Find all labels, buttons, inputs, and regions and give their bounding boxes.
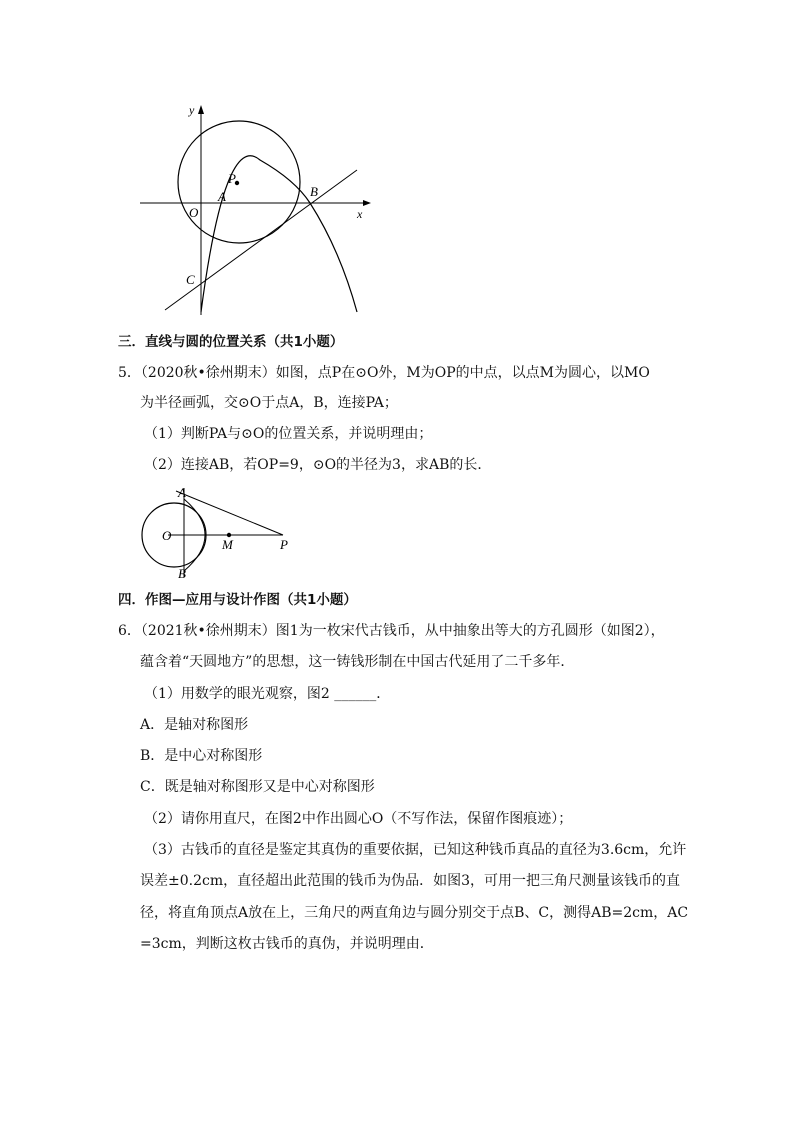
label-c: C xyxy=(186,272,195,287)
tangent-line xyxy=(165,170,357,310)
label-p2: P xyxy=(280,537,288,552)
q6-part3-line1: （3）古钱币的直径是鉴定其真伪的重要依据，已知这种钱币真品的直径为3.6cm，允许 xyxy=(144,842,687,858)
q5-line2: 为半径画弧，交⊙O于点A，B，连接PA； xyxy=(140,395,398,411)
q6-line1: 6．（2021秋•徐州期末）图1为一枚宋代古钱币，从中抽象出等大的方孔圆形（如图2）， xyxy=(118,623,665,639)
option-c: C．既是轴对称图形又是中心对称图形 xyxy=(140,779,375,795)
q5-part1: （1）判断PA与⊙O的位置关系，并说明理由； xyxy=(144,426,433,442)
label-m2: M xyxy=(222,537,233,552)
figure-tangent-pa xyxy=(138,485,298,585)
q6-line2: 蕴含着“天圆地方”的思想，这一铸钱形制在中国古代延用了二千多年． xyxy=(140,654,575,670)
pa-line xyxy=(176,491,283,535)
label-x: x xyxy=(357,207,363,221)
q6-part3-line3: 径，将直角顶点A放在上，三角尺的两直角边与圆分别交于点B、C，测得AB=2cm，AC xyxy=(140,905,689,921)
label-o: O xyxy=(189,205,199,220)
section-3-heading: 三．直线与圆的位置关系（共1小题） xyxy=(118,334,344,350)
q5-line1: 5．（2020秋•徐州期末）如图，点P在⊙O外，M为OP的中点，以点M为圆心，以MO xyxy=(118,365,650,381)
x-axis-arrow xyxy=(363,200,371,206)
label-a2: A xyxy=(178,485,186,500)
option-a: A．是轴对称图形 xyxy=(140,717,249,733)
label-y: y xyxy=(189,103,195,117)
label-p: P xyxy=(228,171,236,186)
label-b2: B xyxy=(178,566,186,581)
option-b: B．是中心对称图形 xyxy=(140,748,263,764)
q6-part1: （1）用数学的眼光观察，图2 ______． xyxy=(144,686,391,702)
q5-part2: （2）连接AB，若OP=9，⊙O的半径为3，求AB的长． xyxy=(144,457,492,473)
label-b: B xyxy=(310,184,318,199)
label-a: A xyxy=(218,189,226,204)
y-axis-arrow xyxy=(198,105,204,114)
q6-part3-line2: 误差±0.2cm，直径超出此范围的钱币为伪品．如图3，可用一把三角尺测量该钱币的直 xyxy=(140,873,681,889)
figure-circle-parabola xyxy=(135,100,375,320)
q6-part3-line4: =3cm，判断这枚古钱币的真伪，并说明理由． xyxy=(140,936,434,952)
parabola-curve xyxy=(201,156,357,312)
label-o2: O xyxy=(162,528,172,543)
q6-part2: （2）请你用直尺，在图2中作出圆心O（不写作法，保留作图痕迹）； xyxy=(144,811,573,827)
section-4-heading: 四．作图—应用与设计作图（共1小题） xyxy=(118,592,357,608)
